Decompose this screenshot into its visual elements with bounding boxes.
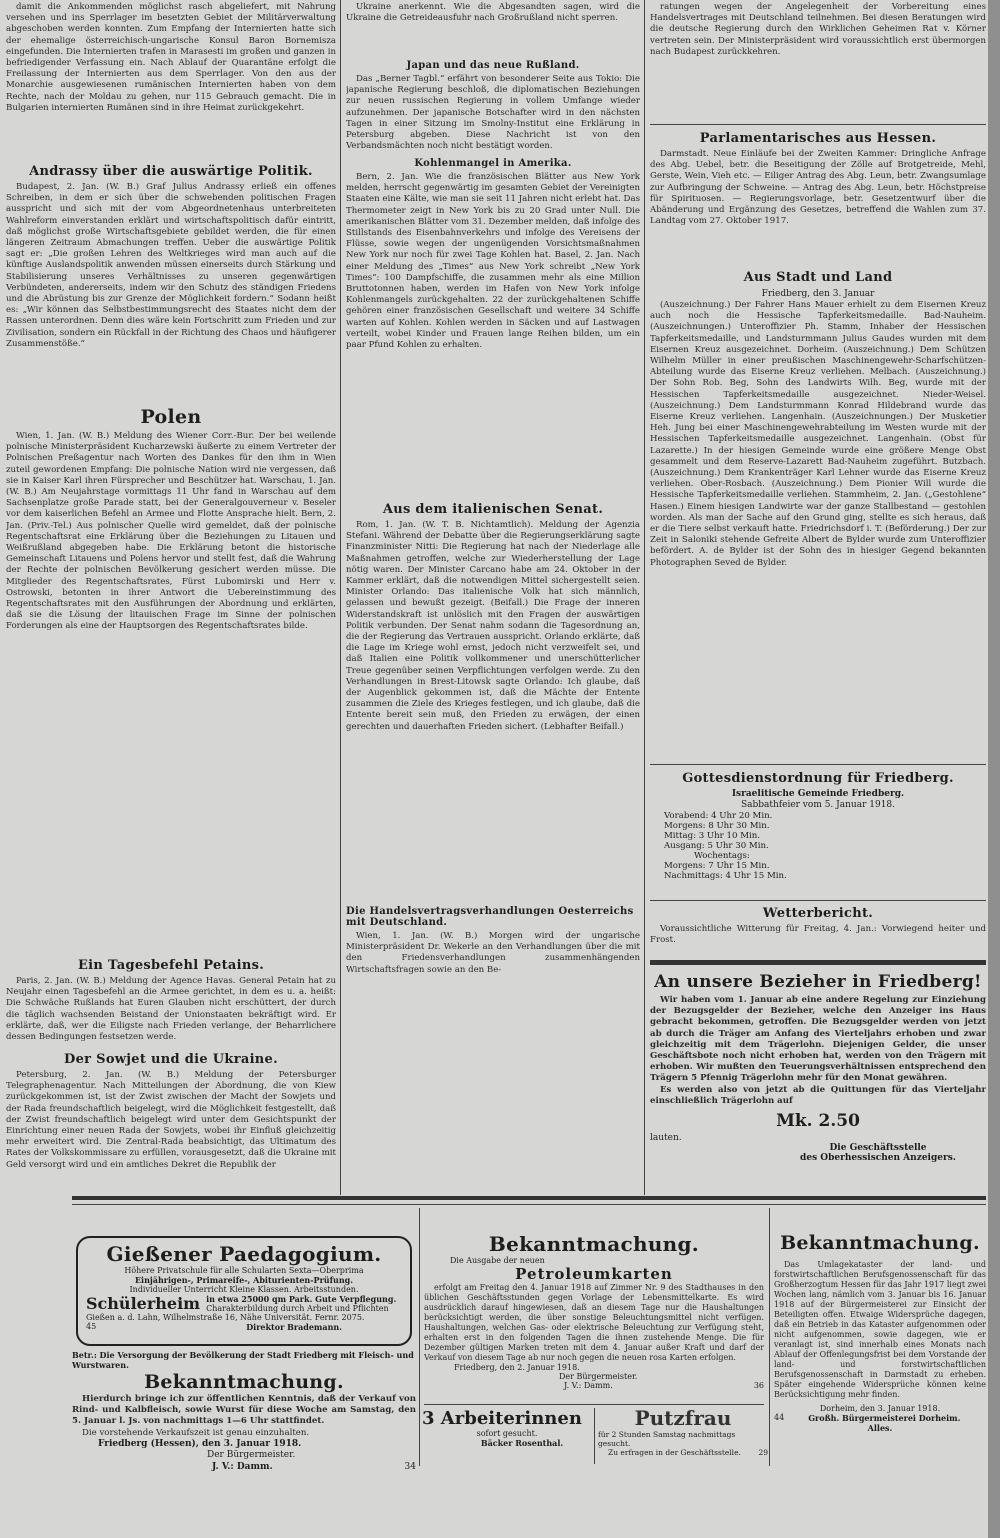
service-time: Morgens: 7 Uhr 15 Min. — [664, 861, 770, 871]
page-edge — [988, 0, 1000, 1538]
wetterbericht — [650, 900, 986, 956]
dateline: Friedberg, den 3. Januar — [761, 289, 875, 299]
article-title: Gottesdienstordnung für Friedberg. — [682, 771, 954, 786]
article-title: Aus Stadt und Land — [743, 270, 893, 285]
ad-subtitle: Schülerheim — [86, 1294, 201, 1313]
ad-number: 36 — [753, 1381, 764, 1390]
section-divider — [72, 1196, 986, 1200]
article-title: Polen — [140, 406, 202, 428]
ad-line: sofort gesucht. — [476, 1429, 538, 1438]
ad-signature: J. V.: Damm. — [564, 1381, 613, 1390]
intro-text: Ukraine anerkennt. Wie die Abgesandten sagen, wird die Ukraine die Getreideausfuhr nach Großrußland nicht sperren. — [346, 2, 640, 24]
article-text: Paris, 2. Jan. (W. B.) Meldung der Agence Havas. General Petain hat zu Neujahr einen Tagesbefehl an die Armee gerichtet, in dem es u. a. heißt: Die Schwäche Rußlands hat Euren Glauben nicht erschüttert, der durch die täglich wachsenden Beistand der Unionstaaten bekräftigt wird. Er erklärte, daß, wer die Eiligste nach Frieden verlange, der Beharrlichere dessen Bedingungen festsetzen werde. — [6, 976, 336, 1043]
ad-text: erfolgt am Freitag den 4. Januar 1918 auf Zimmer Nr. 9 des Stadthauses in den üblichen Geschäftsstunden gegen Vorlage der Lebensmittelkarte. Es wird ausdrücklich darauf hingewiesen, daß an diesem Tage nur die Haushaltungen berücksichtigt werden, die über sonstige Beleuchtungsmittel nicht verfügen. Haushaltungen, welchen Gas- oder elektrische Beleuchtung zur Verfügung steht, erhalten erst in den folgenden Tagen die ihnen zustehende Menge. Die für Dezember gültigen Marken treten mit dem 4. Januar außer Kraft und darf der Verkauf von diesem Tage ab nur noch gegen die neuen rosa Karten erfolgen. — [424, 1283, 764, 1362]
ad-text: Das Umlagekataster der land- und forstwirtschaftlichen Berufsgenossenschaft für das Großherzogtum Hessen für das Jahr 1917 liegt zwei Wochen lang, nämlich vom 3. Januar bis 16. Januar 1918 auf der Bürgermeisterei zur Einsicht der Beteiligten offen. Etwaige Widersprüche dagegen, daß ein Betrieb in das Kataster aufgenommen oder nicht aufgenommen, sowie dagegen, wie er veranlagt ist, sind innerhalb eines Monats nach Ablauf der Offenlegungsfrist bei dem Vorstande der land- und forstwirtschaftlichen Berufsgenossenschaft in Darmstadt zu erheben. Später eingehende Widersprüche können keine Berücksichtigung mehr finden. — [774, 1260, 986, 1399]
ad-line: Charakterbildung durch Arbeit und Pflichten — [206, 1304, 389, 1313]
ad-line: Zu erfragen in der Geschäftsstelle. — [608, 1448, 741, 1457]
article-text: Rom, 1. Jan. (W. T. B. Nichtamtlich). Meldung der Agenzia Stefani. Während der Debatte über die Regierungserklärung sagte Finanzminister Nitti: Die Regierung hat nach der Niederlage alle Maßnahmen getroffen, welche zur Wiederherstellung der Lage nötig waren. Der Minister Carcano habe am 24. Oktober in der Kammer erklärt, daß die notwendigen Mittel sichergestellt seien. Minister Orlando: Das italienische Volk hat sich männlich, gelassen und bewußt gezeigt. (Beifall.) Die Frage der inneren Widerstandskraft ist unlöslich mit den Fragen der auswärtigen Politik verbunden. Der Senat nahm sodann die Tagesordnung an, die der Regierung das Vertrauen ausspricht. Orlando erklärte, daß die Lage im Kriege wohl ernst, jedoch nicht verzweifelt sei, und daß Italien eine Politik vollkommener und unerschütterlicher Treue gegenüber seinen Verpflichtungen verfolgen werde. Zu den Verhandlungen in Brest-Litowsk sagte Orlando: Ich glaube, daß der Augenblick gekommen ist, daß die Mächte der Entente zusammen die Ziele des Krieges festlegen, und ich glaube, daß die Entente bereit sein muß, den Frieden zu erwägen, der einen gerechten und dauerhaften Frieden sichert. (Lebhafter Beifall.) — [346, 520, 640, 732]
article-text: Voraussichtliche Witterung für Freitag, 4. Jan.: Vorwiegend heiter und Frost. — [650, 924, 986, 946]
gottesdienstordnung — [650, 764, 986, 901]
article-text: (Auszeichnung.) Der Fahrer Hans Mauer erhielt zu dem Eisernen Kreuz auch noch die Hessische Tapferkeitsmedaille. Bad-Nauheim. (Auszeichnungen.) Unteroffizier Ph. Stamm, Inhaber der Hessischen Tapferkeitsmedaille, und Landsturmmann Julius Gaudes wurden mit dem Eisernen Kreuz ausgezeichnet. Dorheim. (Auszeichnung.) Dem Schützen Wilhelm Müller in einer preußischen Maschinengewehr-Scharfschützen-Abteilung wurde das Eiserne Kreuz verliehen. Melbach. (Auszeichnung.) Der Sohn Rob. Beg, Sohn des Landwirts Wilh. Beg, wurde mit der Hessischen Tapferkeitsmedaille ausgezeichnet. Nieder-Weisel. (Auszeichnung.) Dem Landsturmmann Konrad Hildebrand wurde das Eiserne Kreuz verliehen. Langenhain. (Auszeichnungen.) Der Musketier Heh. Jung bei einer Maschinengewehrabteilung im Westen wurde mit der Hessischen Tapferkeitsmedaille ausgezeichnet. Langenhain. (Obst für Lazarette.) In der hiesigen Gemeinde wurde eine größere Menge Obst gesammelt und dem Reserve-Lazarett Bad-Nauheim zugeführt. Butzbach. (Auszeichnung.) Dem Krankenträger Karl Lehner wurde das Eiserne Kreuz verliehen. Ober-Rosbach. (Auszeichnung.) Dem Pionier Will wurde die Hessische Tapferkeitsmedaille verliehen. Stammheim, 2. Jan. („Gestohlene“ Hasen.) Einem hiesigen Landwirte war der ganze Stallbestand — gestohlen worden. Als man der Sache auf den Grund ging, stellte es sich heraus, daß er die Tiere selbst verkauft hatte. Friedrichsdorf i. T. (Beförderung.) Der zur Zeit in Saloniki stehende Gefreite Albert de Bylder wurde zum Unteroffizier befördert. A. de Bylder ist der Sohn des in hiesiger Gegend bekannten Photographen Seved de Bylder. — [650, 300, 986, 568]
lauten-text: lauten. — [650, 1133, 682, 1144]
ad-number: 29 — [758, 1448, 768, 1457]
divider-bar — [650, 960, 986, 965]
column-divider — [644, 0, 645, 1195]
ad-signature: Großh. Bürgermeisterei Dorheim. — [808, 1413, 961, 1423]
ad-signature: Alles. — [867, 1423, 893, 1433]
signature: des Oberhessischen Anzeigers. — [800, 1153, 956, 1164]
ad-signature: Der Bürgermeister. — [559, 1372, 638, 1381]
ad-bekanntmachung-fleisch — [72, 1350, 416, 1500]
ad-number: 45 — [86, 1322, 97, 1331]
article-title: Wetterbericht. — [762, 906, 874, 921]
article-petain — [6, 956, 336, 1048]
article-text: Das „Berner Tagbl.“ erfährt von besonderer Seite aus Tokio: Die japanische Regierung beschloß, die diplomatischen Beziehungen zur neuen russischen Regierung in vollem Umfange wieder aufzunehmen. Der japanische Botschafter wird in den nächsten Tagen in einer Sitzung im Smolny-Institut eine Erklärung in Petersburg abgeben. Diese Nachricht ist von den Verbandsmächten noch nicht bestätigt worden. — [346, 74, 640, 152]
service-time: Nachmittags: 4 Uhr 15 Min. — [664, 871, 787, 881]
ad-divider — [594, 1408, 595, 1464]
ad-title: 3 Arbeiterinnen — [422, 1408, 582, 1429]
column-1 — [6, 0, 336, 1195]
ad-title: Bekanntmachung. — [780, 1232, 980, 1254]
ad-line: Einjährigen-, Primareife-, Abiturienten-Prüfung. — [134, 1275, 354, 1285]
ad-divider — [769, 1208, 770, 1466]
article-kohlenmangel — [346, 156, 640, 494]
ad-line: Gießen a. d. Lahn, Wilhelmstraße 16, Nähe Universität. Fernr. 2075. — [86, 1313, 365, 1322]
ad-signature: Direktor Brademann. — [246, 1322, 342, 1332]
column-divider — [340, 0, 341, 1195]
article-title: An unsere Bezieher in Friedberg! — [654, 972, 982, 992]
article-text: Petersburg, 2. Jan. (W. B.) Meldung der Petersburger Telegraphenagentur. Nach Mitteilungen der Abordnung, die von Kiew zurückgekommen ist, ist der Zwist zwischen der Macht der Sowjets und der Rada freundschaftlich beigelegt, wird die Möglichkeit festgestellt, daß der Zwist freundschaftlich beigelegt wird unter dem Gesichtspunkt der Einrichtung einer neuen Rada der Sowjets, wobei ihr Einfluß gleichzeitig mehr erweitert wird. Die Zentral-Rada beabsichtigt, das Ultimatum des Rates der Volkskommissare zu erfüllen, vorausgesetzt, daß die Ukraine mit Geld versorgt wird und ein amtliches Dekret die Republik der — [6, 1070, 336, 1170]
article-title: Der Sowjet und die Ukraine. — [64, 1052, 278, 1067]
service-time: Ausgang: 5 Uhr 30 Min. — [664, 841, 769, 851]
article-parlamentarisches — [650, 124, 986, 269]
ad-line: Höhere Privatschule für alle Schularten Sexta—Oberprima — [124, 1266, 364, 1275]
ad-line: Individueller Unterricht Kleine Klassen. Arbeitsstunden. — [129, 1285, 359, 1294]
article-text: Bern, 2. Jan. Wie die französischen Blätter aus New York melden, herrscht gegenwärtig im gesamten Gebiet der Vereinigten Staaten eine Kälte, wie man sie seit 11 Jahren nicht erlebt hat. Das Thermometer zeigt in New York bis zu 20 Grad unter Null. Die amerikanischen Blätter vom 31. Dezember melden, daß infolge des Stillstands des Eisenbahnverkehrs und infolge des Vereisens der Flüsse, sowie wegen der ungenügenden Vorsichtsmaßnahmen New York nur noch für zwei Tage Kohlen hat. Basel, 2. Jan. Nach einer Meldung des „Times“ aus New York schreibt „New York Times“: 100 Dampfschiffe, die zusammen mehr als eine Million Bruttotonnen haben, werden im Hafen von New York infolge Kohlenmangels zurückgehalten. 22 der zurückgehaltenen Schiffe gehören einer französischen Gesellschaft und weitere 34 Schiffe warten auf Kohlen. Kohlen werden in Säcken und auf Lastwagen verteilt, wobei Kinder und Frauen lange Reihen bilden, um ein paar Pfund Kohlen zu erhalten. — [346, 172, 640, 351]
ad-text: Hierdurch bringe ich zur öffentlichen Kenntnis, daß der Verkauf von Rind- und Kalbfleisch, sowie Wurst für diese Woche am Samstag, den 5. Januar l. Js. von nachmittags 1—6 Uhr stattfindet. — [72, 1394, 416, 1427]
ad-line: in etwa 25000 qm Park. Gute Verpflegung. — [206, 1294, 397, 1304]
article-sowjet — [6, 1050, 336, 1195]
article-italienischer-senat — [346, 500, 640, 900]
notice-text: Es werden also von jetzt ab die Quittungen für das Vierteljahr einschließlich Trägerlohn auf — [650, 1084, 986, 1106]
ad-putzfrau — [598, 1406, 768, 1464]
ad-text: Die vorstehende Verkaufszeit ist genau einzuhalten. — [82, 1427, 310, 1438]
service-time: Vorabend: 4 Uhr 20 Min. — [664, 811, 773, 821]
ad-line: Bäcker Rosenthal. — [480, 1438, 564, 1448]
ad-number: 34 — [404, 1461, 416, 1472]
ad-line: Die Ausgabe der neuen — [450, 1256, 545, 1265]
article-text: Budapest, 2. Jan. (W. B.) Graf Julius Andrassy erließ ein offenes Schreiben, in dem er sich über die schwebenden politischen Fragen ausspricht und sich mit der vom Abgeordnetenhaus unterbreiteten Wahlreform einverstanden erklärt und wirtschaftspolitisch dafür eintritt, daß möglichst große Wirtschaftsgebiete gebildet werden, die für einen längeren Zeitraum Abmachungen treffen. Ueber die auswärtige Politik sagt er: „Die großen Lehren des Weltkrieges wird man auch auf die künftige Auslandspolitik anwenden müssen einerseits durch Stärkung und Stabilisierung unseres Verhältnisses zu unseren gegenwärtigen Verbündeten, andererseits, indem wir den Schutz des ständigen Friedens und die Abrüstung bis zur Grenze der Möglichkeit fordern.“ Sodann heißt es: „Wir können das Selbstbestimmungsrecht des Staates nicht dem der Rassen unterordnen. Denn dies wäre kein Fortschritt zum Frieden und zur Zivilisation, sondern ein Rückfall in der Richtung des Chaos und häufigerer Zusammenstöße.“ — [6, 182, 336, 349]
signature: Die Geschäftsstelle — [829, 1143, 927, 1154]
weekday-label: Wochentags: — [694, 851, 750, 861]
article-title: Aus dem italienischen Senat. — [382, 502, 604, 517]
ad-signature: J. V.: Damm. — [212, 1461, 273, 1472]
column-3 — [650, 0, 986, 1195]
ad-subtitle: Petroleumkarten — [515, 1265, 673, 1283]
ad-title: Bekanntmachung. — [488, 1232, 700, 1256]
ad-divider — [419, 1208, 420, 1466]
ad-bekanntmachung-petroleum — [424, 1232, 764, 1402]
ad-paedagogium — [76, 1236, 412, 1346]
intro-text: ratungen wegen der Angelegenheit der Vorbereitung eines Handelsvertrages mit Deutschland teilnehmen. Bei diesen Beratungen wird die deutsche Regierung durch den Wirklichen Geheimen Rat v. Körner vertreten sein. Der Ministerpräsident wird voraussichtlich erst übermorgen nach Budapest zurückkehren. — [650, 2, 986, 57]
ad-title: Bekanntmachung. — [144, 1371, 344, 1393]
ad-bekanntmachung-dorheim — [774, 1232, 986, 1464]
price: Mk. 2.50 — [776, 1111, 860, 1132]
article-title: Andrassy über die auswärtige Politik. — [29, 164, 313, 179]
ad-place: Friedberg (Hessen), den 3. Januar 1918. — [98, 1438, 302, 1449]
ad-betreff: Betr.: Die Versorgung der Bevölkerung der Stadt Friedberg mit Fleisch- und Wurstwaren. — [72, 1350, 414, 1370]
article-text: Wien, 1. Jan. (W. B.) Meldung des Wiener Corr.-Bur. Der bei weilende polnische Ministerpräsident Kucharzewski äußerte zu einem Vertreter der Polnischen Preßagentur nach Worten des Dankes für den ihm in Wien zuteil gewordenen Empfang: Die polnische Nation wird nie vergessen, daß sie in Kaiser Karl ihren Fürsprecher und Beschützer hat. Warschau, 1. Jan. (W. B.) Am Neujahrstage vormittags 11 Uhr fand in Warschau auf dem Sachsenplatze große Parade statt, bei der Generalgouverneur v. Beseler vor dem kaiserlichen Befehl an Armee und Flotte Ansprache hielt. Bern, 2. Jan. (Priv.-Tel.) Aus polnischer Quelle wird gemeldet, daß der polnische Regentschaftsrat eine Erklärung über die Beziehungen zu Litauen und Weißrußland abgegeben habe. Die Erklärung betont die historische Gemeinschaft Litauens und Polens hervor und stellt fest, daß die Wahrung der Rechte der polnischen Bevölkerung gesichert werden müsse. Die Mitglieder des Regentschaftsrates, Fürst Lubomirski und Herr v. Ostrowski, betonten in ihrer Antwort die Uebereinstimmung des Regentschaftsrates mit den Ausführungen der Abordnung und erklärten, daß sie die Lösung der litauischen Frage im Sinne der polnischen Forderungen als eine der Hauptsorgen des Regentschaftsrates bilde. — [6, 431, 336, 632]
ad-title: Putzfrau — [634, 1406, 732, 1430]
article-handelsvertrag — [346, 904, 640, 1195]
notice-text: Wir haben vom 1. Januar ab eine andere Regelung zur Einziehung der Bezugsgelder der Bezieher, welche den Anzeiger ins Haus gebracht bekommen, getroffen. Die Bezugsgelder werden von jetzt ab durch die Träger am Anfang des Vierteljahrs erhoben und zwar gleichzeitig mit dem Trägerlohn. Diejenigen Gelder, die unser Geschäftsbote noch nicht erhoben hat, werden von den Trägern mit erhoben. Wir mußten den Teuerungsverhältnissen entsprechend den Trägern 5 Pfennig Trägerlohn mehr für den Monat gewähren. — [650, 995, 986, 1084]
subtitle: Israelitische Gemeinde Friedberg. — [731, 789, 905, 799]
service-time: Morgens: 8 Uhr 30 Min. — [664, 821, 770, 831]
ad-line: für 2 Stunden Samstag nachmittags gesucht. — [598, 1430, 736, 1448]
column-2 — [346, 0, 640, 1195]
article-title: Ein Tagesbefehl Petains. — [77, 958, 265, 973]
article-stadt-und-land — [650, 268, 986, 758]
article-title: Kohlenmangel in Amerika. — [414, 158, 572, 169]
ad-number: 44 — [774, 1413, 785, 1422]
section-divider — [72, 1204, 986, 1205]
ad-divider — [424, 1404, 764, 1405]
article-title: Parlamentarisches aus Hessen. — [699, 131, 937, 146]
article-polen — [6, 404, 336, 952]
service-time: Mittag: 3 Uhr 10 Min. — [664, 831, 761, 841]
ad-title: Gießener Paedagogium. — [106, 1242, 382, 1266]
ad-signature: Der Bürgermeister. — [207, 1449, 296, 1460]
article-text: Wien, 1. Jan. (W. B.) Morgen wird der ungarische Ministerpräsident Dr. Wekerle an den Verhandlungen über die mit den Friedensverhandlungen zusammenhängenden Wirtschaftsfragen sowie an den Be- — [346, 931, 640, 975]
ad-arbeiterinnen — [422, 1408, 592, 1464]
article-japan — [346, 58, 640, 154]
article-andrassy — [6, 162, 336, 402]
service-date: Sabbathfeier vom 5. Januar 1918. — [740, 800, 896, 810]
article-text: Darmstadt. Neue Einläufe bei der Zweiten Kammer: Dringliche Anfrage des Abg. Uebel, betr. die Beseitigung der Zölle auf Brotgetreide, Mehl, Gerste, Wein, Vieh etc. — Eiliger Antrag des Abg. Leun, betr. Zwangsumlage zur Aufbringung der Schweine. — Antrag des Abg. Leun, betr. Höchstpreise für Spirituosen. — Regierungsvorlage, betr. Gesetzentwurf über die Abänderung und Ergänzung des Gesetzes, betreffend die Wahlen zum 37. Landtag vom 27. Oktober 1917. — [650, 149, 986, 227]
article-title: Die Handelsvertragsverhandlungen Oesterreichs mit Deutschland. — [346, 906, 634, 928]
ad-place: Friedberg, den 2. Januar 1918. — [454, 1363, 580, 1372]
intro-text: damit die Ankommenden möglichst rasch abgeliefert, mit Nahrung versehen und ins Sperrlager im besetzten Gebiet der Militärverwaltung abgeschoben werden konnten. Zum Empfang der Internierten hatte sich der ehemalige österreichisch-ungarische Konsul Baron Bornemisza eingefunden. Die Internierten trafen in Marasesti im großen und ganzen in befriedigender Verfassung ein. Nach Ablauf der Quarantäne erfolgt die Freilassung der Internierten aus dem Sperrlager. Von den aus der Monarchie ausgewiesenen rumänischen Internierten haben von dem Rechte, nach der Moldau zu gehen, nur 115 Gebrauch gemacht. Die in Bulgarien internierten Rumänen sind in ihre Heimat zurückgekehrt. — [6, 2, 336, 113]
notice-bezieher — [650, 970, 986, 1192]
article-title: Japan und das neue Rußland. — [406, 60, 580, 71]
ad-place: Dorheim, den 3. Januar 1918. — [819, 1404, 941, 1413]
